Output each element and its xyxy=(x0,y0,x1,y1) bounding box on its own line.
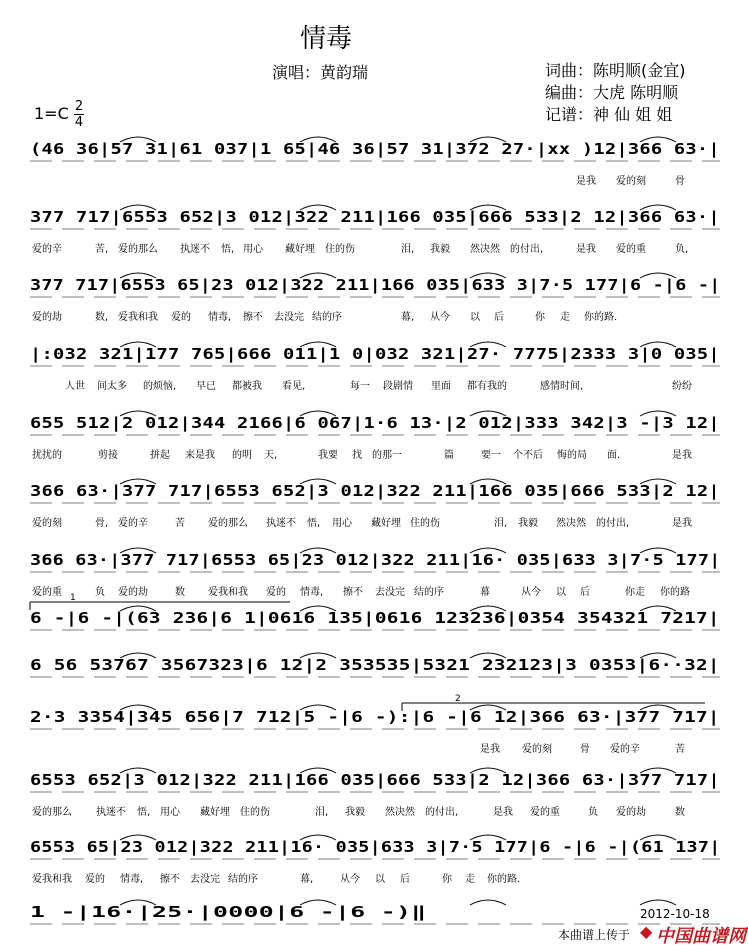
slur-arc xyxy=(640,768,676,773)
slur-arc xyxy=(120,273,156,278)
lyric-syllable: 篇 xyxy=(444,450,454,461)
slur-arc xyxy=(640,479,676,484)
lyric-syllable: 后 xyxy=(580,587,590,598)
slur-arc xyxy=(120,768,156,773)
staff-row-10: 2·3 3354|345 656|7 712|5 -|6 -):|6 -|6 12|366 63·|377 717| xyxy=(30,708,720,726)
logo-icon: ◆ xyxy=(640,922,653,941)
lyric-syllable: 爱的重 xyxy=(32,587,62,598)
lyric-syllable: 负, xyxy=(675,244,689,255)
slur-arc xyxy=(120,835,156,840)
lyric-syllable: 我要 xyxy=(318,450,338,461)
lyric-syllable: 然决然 xyxy=(556,518,586,529)
lyric-syllable: 是我 xyxy=(672,450,692,461)
lyric-syllable: 爱的 xyxy=(266,587,286,598)
lyric-syllable: 骨, xyxy=(95,518,109,529)
lyric-syllable: 爱我和我 xyxy=(118,312,158,323)
slur-arc xyxy=(470,705,506,710)
lyric-syllable: 来是我 xyxy=(185,450,215,461)
lyric-syllable: 数 xyxy=(675,807,685,818)
lyric-syllable: 爱的刻 xyxy=(616,176,646,187)
slur-arc xyxy=(470,900,506,905)
lyric-syllable: 泪, xyxy=(315,807,329,818)
slur-arc xyxy=(300,653,336,658)
lyric-syllable: 的明 xyxy=(232,450,252,461)
lyric-syllable: 感情时间, xyxy=(540,381,584,392)
lyric-syllable: 去没完 xyxy=(375,587,405,598)
slur-arc xyxy=(120,342,156,347)
lyric-syllable: 执迷不 xyxy=(266,518,296,529)
lyric-syllable: 里面 xyxy=(431,381,451,392)
lyric-syllable: 你的路 xyxy=(660,587,690,598)
slur-arc xyxy=(300,205,336,210)
lyric-syllable: 爱的劫 xyxy=(616,807,646,818)
lyric-syllable: 骨 xyxy=(675,176,685,187)
lyric-syllable: 每一 xyxy=(350,381,370,392)
lyric-syllable: 从今 xyxy=(340,874,360,885)
slur-arc xyxy=(120,411,156,416)
slur-arc xyxy=(640,835,676,840)
key-signature: 1=C xyxy=(34,104,69,123)
slur-arc xyxy=(120,900,156,905)
lyric-syllable: 扰扰的 xyxy=(32,450,62,461)
credit-transcription: 记谱：神 仙 姐 姐 xyxy=(545,105,673,124)
lyric-syllable: 后 xyxy=(400,874,410,885)
lyric-syllable: 爱的那么 xyxy=(32,807,72,818)
lyric-syllable: 藏好埋 xyxy=(200,807,230,818)
lyric-syllable: 住的伤 xyxy=(240,807,270,818)
lyric-syllable: 爱的刻 xyxy=(32,518,62,529)
slur-arc xyxy=(470,479,506,484)
slur-arc xyxy=(640,137,676,142)
slur-arc xyxy=(470,606,506,611)
lyric-syllable: 是我 xyxy=(576,176,596,187)
lyric-syllable: 天, xyxy=(264,450,278,461)
lyric-syllable: 住的伤 xyxy=(410,518,440,529)
lyric-syllable: 从今 xyxy=(521,587,541,598)
credit-lyrics-music: 词曲：陈明顺(金宜) xyxy=(545,61,686,80)
staff-row-6: 366 63·|377 717|6553 652|3 012|322 211|166 035|666 533|2 12| xyxy=(30,482,720,500)
lyric-syllable: 然决然 xyxy=(385,807,415,818)
lyric-syllable: 我毅 xyxy=(518,518,538,529)
slur-arc xyxy=(120,137,156,142)
lyric-syllable: 我毅 xyxy=(345,807,365,818)
lyric-syllable: 纷纷 xyxy=(672,381,692,392)
lyric-syllable: 是我 xyxy=(672,518,692,529)
lyric-syllable: 爱我和我 xyxy=(32,874,72,885)
slur-arc xyxy=(640,548,676,553)
lyric-syllable: 用心 xyxy=(160,807,180,818)
lyric-syllable: 早已 xyxy=(196,381,216,392)
slur-arc xyxy=(300,768,336,773)
slur-arc xyxy=(470,653,506,658)
staff-row-5: 655 512|2 012|344 2166|6 067|1·6 13·|2 012|333 342|3 -|3 12| xyxy=(30,414,720,432)
lyric-syllable: 爱我和我 xyxy=(208,587,248,598)
slur-arc xyxy=(470,342,506,347)
slur-arc xyxy=(300,137,336,142)
slur-arc xyxy=(300,606,336,611)
lyric-syllable: 爱的辛 xyxy=(118,518,148,529)
lyric-syllable: 都被我 xyxy=(232,381,262,392)
lyric-syllable: 以 xyxy=(375,874,385,885)
lyric-syllable: 你的路. xyxy=(487,874,521,885)
lyric-syllable: 你走 xyxy=(625,587,645,598)
lyric-syllable: 泪, xyxy=(401,244,415,255)
lyric-syllable: 情毒, xyxy=(208,312,232,323)
lyric-syllable: 你 xyxy=(442,874,452,885)
lyric-syllable: 你的路. xyxy=(584,312,618,323)
staff-row-1: (46 36|57 31|61 037|1 65|46 36|57 31|372 27·|xx )12|366 63·| xyxy=(30,140,720,158)
lyric-syllable: 爱的那么 xyxy=(208,518,248,529)
lyric-syllable: 爱的辛 xyxy=(32,244,62,255)
lyric-syllable: 苦 xyxy=(675,744,685,755)
lyric-syllable: 住的伤 xyxy=(325,244,355,255)
slur-arc xyxy=(640,273,676,278)
lyric-syllable: 剪接 xyxy=(98,450,118,461)
staff-row-4: |:032 321|177 765|666 011|1 0|032 321|27· 7775|2333 3|0 035| xyxy=(30,345,720,363)
staff-row-11: 6553 652|3 012|322 211|166 035|666 533|2 12|366 63·|377 717| xyxy=(30,771,720,789)
lyric-syllable: 情毒, xyxy=(120,874,144,885)
lyric-syllable: 以 xyxy=(556,587,566,598)
slur-arc xyxy=(640,411,676,416)
lyric-syllable: 爱的那么 xyxy=(118,244,158,255)
lyric-syllable: 拼起 xyxy=(150,450,170,461)
lyric-syllable: 段剧情 xyxy=(383,381,413,392)
slur-arc xyxy=(300,548,336,553)
lyric-syllable: 负 xyxy=(588,807,598,818)
lyric-syllable: 爱的 xyxy=(171,312,191,323)
slur-arc xyxy=(640,606,676,611)
lyric-syllable: 结的序 xyxy=(312,312,342,323)
lyric-syllable: 苦, xyxy=(95,244,109,255)
lyric-syllable: 幕, xyxy=(300,874,314,885)
slur-arc xyxy=(640,900,676,905)
lyric-syllable: 爱的劫 xyxy=(32,312,62,323)
lyric-syllable: 骨 xyxy=(580,744,590,755)
slur-arc xyxy=(640,705,676,710)
lyric-syllable: 爱的重 xyxy=(616,244,646,255)
footer-upload-text: 本曲谱上传于 xyxy=(558,928,631,942)
lyric-syllable: 是我 xyxy=(480,744,500,755)
slur-arc xyxy=(120,205,156,210)
slur-arc xyxy=(120,479,156,484)
lyric-syllable: 结的序 xyxy=(228,874,258,885)
staff-row-2: 377 717|6553 652|3 012|322 211|166 035|666 533|2 12|366 63·| xyxy=(30,208,720,226)
slur-arc xyxy=(120,548,156,553)
slur-arc xyxy=(300,342,336,347)
slur-arc xyxy=(640,653,676,658)
lyric-syllable: 数, xyxy=(95,312,109,323)
page-title: 情毒 xyxy=(300,24,353,54)
lyric-syllable: 负 xyxy=(95,587,105,598)
slur-arc xyxy=(300,705,336,710)
slur-arc xyxy=(640,342,676,347)
staff-row-8: 6 -|6 -|(63 236|6 1|0616 135|0616 123236|0354 354321 7217| xyxy=(30,609,720,627)
lyric-syllable: 以 xyxy=(470,312,480,323)
lyric-syllable: 的付出, xyxy=(425,807,459,818)
slur-arc xyxy=(470,205,506,210)
lyric-syllable: 你 xyxy=(535,312,545,323)
lyric-syllable: 后 xyxy=(494,312,504,323)
credit-arrangement: 编曲：大虎 陈明顺 xyxy=(545,83,679,102)
slur-arc xyxy=(470,768,506,773)
lyric-syllable: 要一 xyxy=(481,450,501,461)
lyric-syllable: 爱的 xyxy=(85,874,105,885)
lyric-syllable: 泪, xyxy=(494,518,508,529)
lyric-syllable: 悟, xyxy=(307,518,321,529)
lyric-syllable: 悔的局 xyxy=(557,450,587,461)
lyric-syllable: 走 xyxy=(560,312,570,323)
lyric-syllable: 都有我的 xyxy=(467,381,507,392)
time-signature-bottom: 4 xyxy=(74,115,84,130)
lyric-syllable: 执迷不 xyxy=(96,807,126,818)
lyric-syllable: 间太多 xyxy=(97,381,127,392)
staff-row-9: 6 56 53767 3567323|6 12|2 353535|5321 232123|3 0353|6··32| xyxy=(30,656,720,674)
volta-2-number: 2 xyxy=(455,694,461,704)
lyric-syllable: 爱的刻 xyxy=(522,744,552,755)
lyric-syllable: 苦 xyxy=(175,518,185,529)
slur-arc xyxy=(300,479,336,484)
lyric-syllable: 去没完 xyxy=(190,874,220,885)
slur-arc xyxy=(470,273,506,278)
slur-arc xyxy=(120,606,156,611)
lyric-syllable: 走 xyxy=(465,874,475,885)
lyric-syllable: 悟, xyxy=(137,807,151,818)
slur-arc xyxy=(120,653,156,658)
slur-arc xyxy=(470,548,506,553)
lyric-syllable: 人世 xyxy=(65,381,85,392)
lyric-syllable: 擦不 xyxy=(243,312,263,323)
staff-row-3: 377 717|6553 65|23 012|322 211|166 035|633 3|7·5 177|6 -|6 -| xyxy=(30,276,721,294)
lyric-syllable: 去没完 xyxy=(274,312,304,323)
lyric-syllable: 的付出, xyxy=(596,518,630,529)
lyric-syllable: 然决然 xyxy=(470,244,500,255)
lyric-syllable: 找 xyxy=(352,450,362,461)
slur-arc xyxy=(120,705,156,710)
lyric-syllable: 是我 xyxy=(493,807,513,818)
lyric-syllable: 的那一 xyxy=(372,450,402,461)
lyric-syllable: 的付出, xyxy=(510,244,544,255)
slur-arc xyxy=(300,835,336,840)
lyric-syllable: 幕, xyxy=(401,312,415,323)
slur-arc xyxy=(470,411,506,416)
lyric-syllable: 爱的重 xyxy=(530,807,560,818)
time-signature-top: 2 xyxy=(74,99,84,114)
singer-credit: 演唱：黄韵瑞 xyxy=(272,63,369,82)
lyric-syllable: 情毒, xyxy=(300,587,324,598)
staff-row-7: 366 63·|377 717|6553 65|23 012|322 211|16· 035|633 3|7·5 177| xyxy=(30,551,721,569)
staff-row-13: 1 -|16·|25·|0000|6 -|6 -)‖ xyxy=(30,903,427,921)
site-logo: 中国曲谱网 xyxy=(656,926,746,947)
lyric-syllable: 藏好埋 xyxy=(371,518,401,529)
slur-arc xyxy=(470,835,506,840)
lyric-syllable: 爱的辛 xyxy=(610,744,640,755)
staff-row-12: 6553 65|23 012|322 211|16· 035|633 3|7·5 177|6 -|6 -|(61 137| xyxy=(30,838,721,856)
slur-arc xyxy=(300,411,336,416)
slur-arc xyxy=(470,137,506,142)
footer-date: 2012-10-18 xyxy=(640,907,710,921)
lyric-syllable: 用心 xyxy=(332,518,352,529)
lyric-syllable: 爱的劫 xyxy=(118,587,148,598)
lyric-syllable: 看见, xyxy=(282,381,306,392)
lyric-syllable: 擦不 xyxy=(160,874,180,885)
lyric-syllable: 面. xyxy=(607,450,621,461)
lyric-syllable: 悟, xyxy=(221,244,235,255)
lyric-syllable: 藏好埋 xyxy=(285,244,315,255)
lyric-syllable: 用心 xyxy=(243,244,263,255)
lyric-syllable: 从今 xyxy=(430,312,450,323)
lyric-syllable: 结的序 xyxy=(414,587,444,598)
lyric-syllable: 的烦恼, xyxy=(143,381,177,392)
lyric-syllable: 幕 xyxy=(480,587,490,598)
volta-1-number: 1 xyxy=(70,593,76,603)
lyric-syllable: 是我 xyxy=(576,244,596,255)
slur-arc xyxy=(300,273,336,278)
slur-arc xyxy=(640,205,676,210)
lyric-syllable: 数 xyxy=(175,587,185,598)
lyric-syllable: 个不后 xyxy=(513,450,543,461)
lyric-syllable: 我毅 xyxy=(430,244,450,255)
slur-arc xyxy=(300,900,336,905)
lyric-syllable: 擦不 xyxy=(343,587,363,598)
lyric-syllable: 执迷不 xyxy=(180,244,210,255)
